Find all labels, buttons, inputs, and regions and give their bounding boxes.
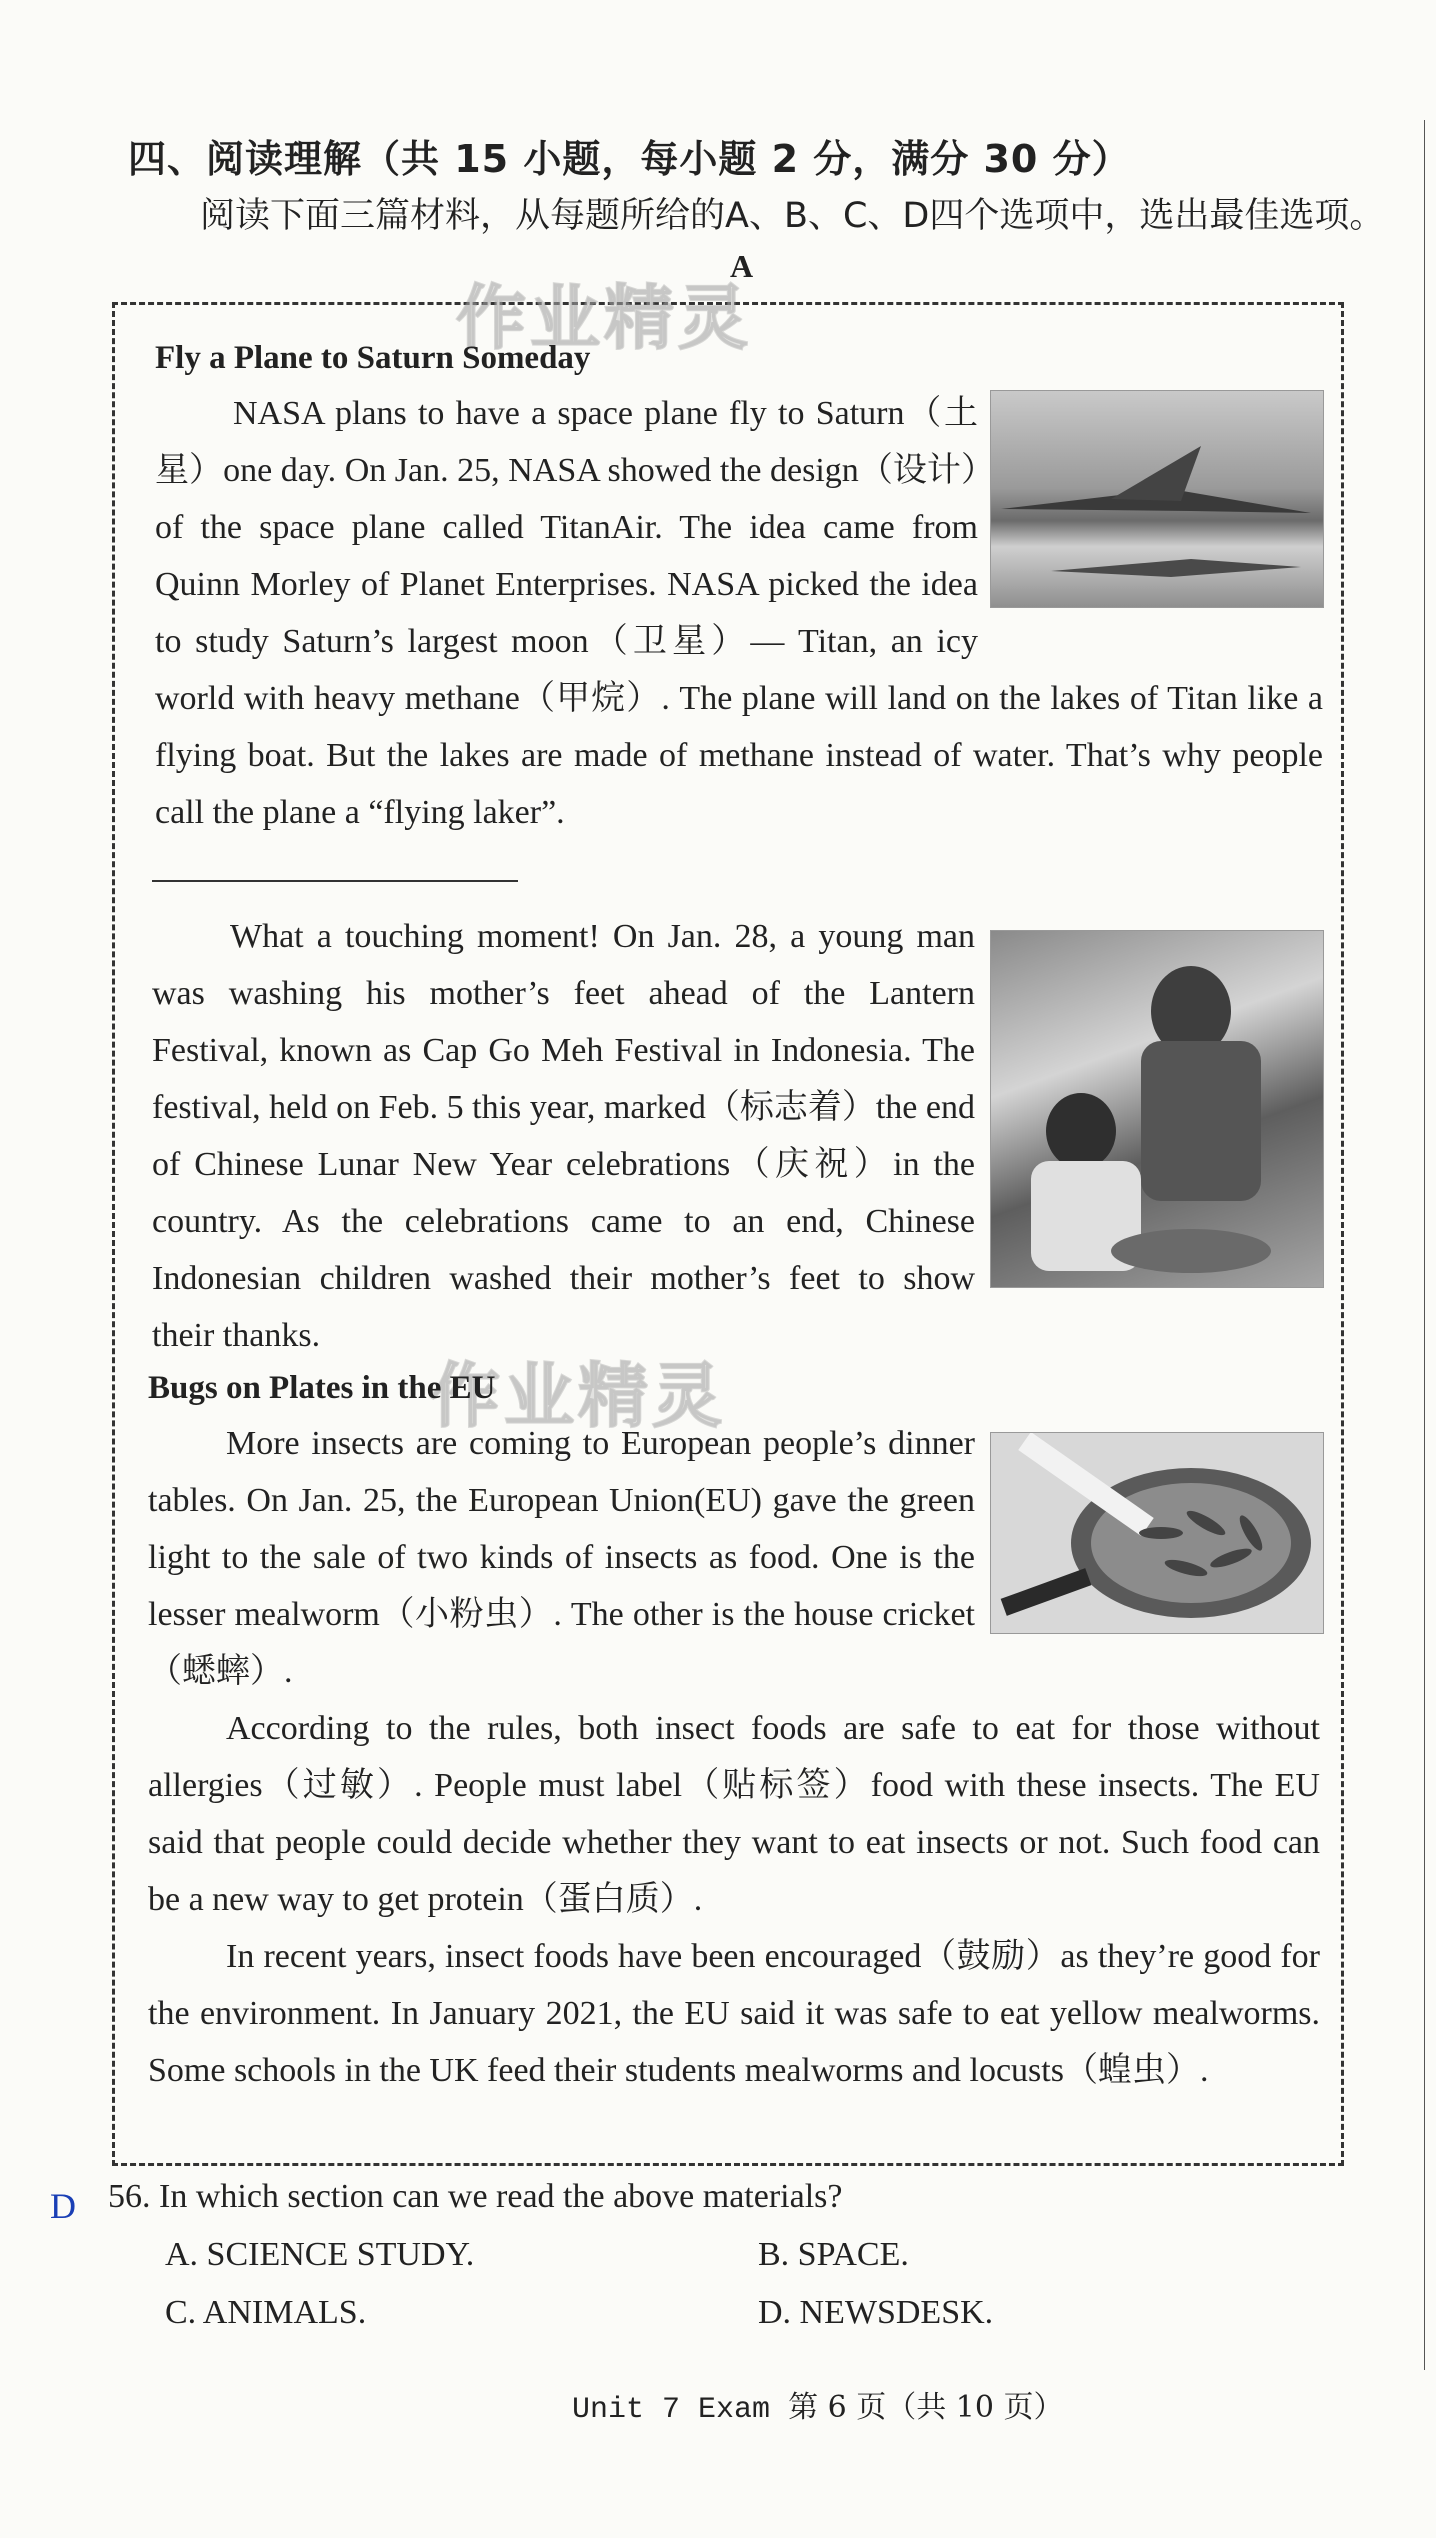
article1-text: NASA plans to have a space plane fly to Saturn（土星）one day. On Jan. 25, NASA showed the design（设计）of the space plane called TitanAir. The idea came from Quinn Morley of Planet Enterprises. NASA picked the idea to study Saturn’s largest moon（卫星）— Titan, an icy world with heavy methane（甲烷）. The plane will land on the lakes of Titan like a flying boat. But the lakes are made of methane instead of water. That’s why people call the plane a “flying laker”. (155, 395, 1323, 831)
instruction: 阅读下面三篇材料，从每题所给的A、B、C、D四个选项中，选出最佳选项。 (200, 196, 1385, 236)
article2-text: What a touching moment! On Jan. 28, a young man was washing his mother’s feet ahead of the Lantern Festival, known as Cap Go Meh Festival in Indonesia. The festival, held on Feb. 5 this year, marked（标志着）the end of Chinese Lunar New Year celebrations（庆祝）in the country. As the celebrations came to an end, Chinese Indonesian children washed their mother’s feet to show their thanks. (152, 918, 975, 1354)
article3-p1: More insects are coming to European people’s dinner tables. On Jan. 25, the European Union(EU) gave the green light to the sale of two kinds of insects as food. One is the lesser mealworm（小粉虫）. The other is the house cricket（蟋蟀）. (148, 1425, 975, 1690)
scan-edge (1424, 120, 1425, 2370)
watermark: 作业精灵 (456, 277, 752, 359)
question-56: 56. In which section can we read the above materials? (108, 2178, 843, 2215)
section-title: 四、阅读理解（共 15 小题，每小题 2 分，满分 30 分） (128, 137, 1131, 181)
watermark: 作业精灵 (430, 1355, 726, 1437)
page-footer (572, 2382, 1063, 2427)
footer-page: 第 6 页（共 10 页） (788, 2390, 1064, 2425)
article3-p3: In recent years, insect foods have been encouraged（鼓励）as they’re good for the environment. In January 2021, the EU said it was safe to eat yellow mealworms. Some schools in the UK feed their students mealworms and locusts（蝗虫）. (148, 1938, 1320, 2089)
option-a: A. SCIENCE STUDY. (165, 2236, 475, 2273)
article-heading: Bugs on Plates in the EU (148, 1370, 496, 1406)
answer-mark: D (50, 2186, 76, 2226)
article3-body (148, 1415, 1320, 2099)
option-b: B. SPACE. (758, 2236, 909, 2273)
option-d: D. NEWSDESK. (758, 2294, 994, 2331)
article-heading: Fly a Plane to Saturn Someday (155, 340, 591, 376)
footer-unit: Unit 7 Exam (572, 2393, 771, 2427)
passage-letter: A (730, 248, 754, 284)
article2-body (152, 908, 1320, 1364)
article3-p2: According to the rules, both insect foods are safe to eat for those without allergies（过敏）. People must label（贴标签）food with these insects. The EU said that people could decide whether they want to eat insects or not. Such food can be a new way to get protein（蛋白质）. (148, 1710, 1320, 1918)
divider (152, 880, 518, 882)
option-c: C. ANIMALS. (165, 2294, 367, 2331)
article1-body (155, 385, 1323, 841)
